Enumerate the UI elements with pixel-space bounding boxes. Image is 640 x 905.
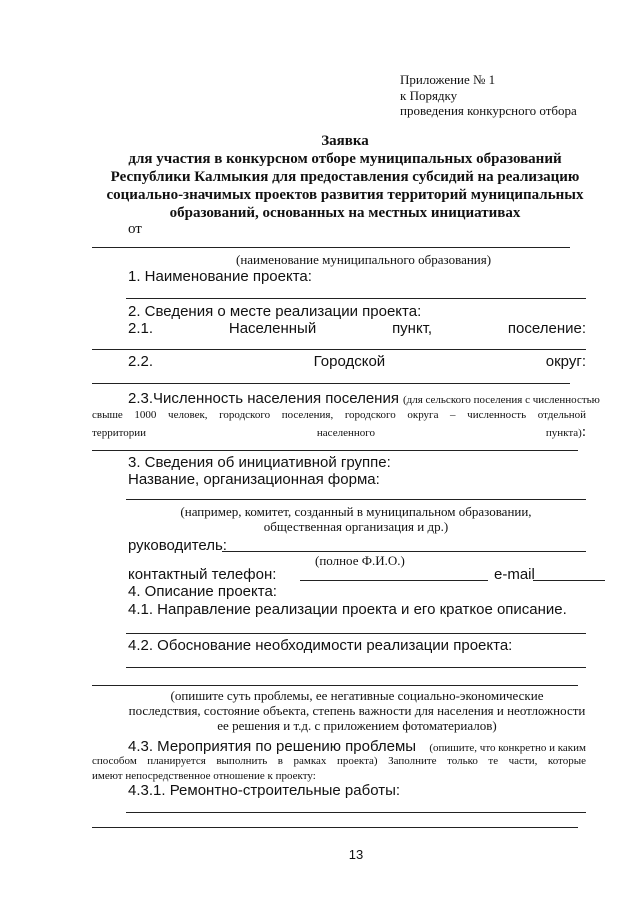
project-name-input-line[interactable] (126, 298, 586, 299)
email-label: e-mail (494, 566, 535, 583)
item-4-1-input-line[interactable] (126, 633, 586, 634)
project-name-label: 1. Наименование проекта: (128, 268, 312, 285)
organization-name-input-line[interactable] (126, 499, 586, 500)
item-2-1-word-1: Населенный (228, 320, 317, 337)
item-4-3-1-input-line-2[interactable] (92, 827, 578, 828)
form-subtitle-line-2: Республики Калмыкия для предоставления субсидий на реализацию (110, 169, 580, 185)
item-2-3-line-2: свыше 1000 человек, городского поселения, городского округа – численность отдельной (92, 409, 586, 421)
leader-label: руководитель: (128, 537, 227, 554)
city-district-input-line[interactable] (92, 383, 570, 384)
item-4-2-input-line-1[interactable] (126, 667, 586, 668)
municipality-hint: (наименование муниципального образования) (236, 252, 492, 267)
project-description-label: 4. Описание проекта: (128, 583, 277, 600)
appendix-line-3: проведения конкурсного отбора (400, 103, 577, 118)
item-4-2-hint-1: (опишите суть проблемы, ее негативные социально-экономические (170, 688, 544, 703)
item-4-3-line-2: способом планируется выполнить в рамках проекта) Заполните только те части, которые (92, 755, 586, 767)
item-2-2-row (128, 353, 586, 370)
phone-label: контактный телефон: (128, 566, 277, 583)
item-2-3-line-3: территории населенного пункта): (92, 424, 586, 440)
population-input-line[interactable] (92, 450, 578, 451)
phone-input-line[interactable] (300, 580, 488, 581)
item-4-3-1-label: 4.3.1. Ремонтно-строительные работы: (128, 782, 401, 799)
from-label: от (128, 221, 142, 237)
item-4-2-hint-3: ее решения и т.д. с приложением фотоматериалов) (217, 718, 497, 733)
organization-name-label: Название, организационная форма: (128, 471, 380, 488)
leader-hint: (полное Ф.И.О.) (315, 553, 405, 568)
item-2-1-word-3: поселение: (507, 320, 586, 337)
item-2-1-row (128, 320, 586, 337)
item-4-2-label: 4.2. Обоснование необходимости реализации проекта: (128, 637, 513, 654)
item-2-2-word-1: Городской (313, 353, 386, 370)
item-2-2-number: 2.2. (128, 353, 154, 370)
item-4-3-1-input-line-1[interactable] (126, 812, 586, 813)
form-subtitle-line-1: для участия в конкурсном отборе муниципальных образований (128, 151, 562, 167)
initiative-group-label: 3. Сведения об инициативной группе: (128, 454, 391, 471)
item-2-2-word-2: округ: (545, 353, 586, 370)
settlement-input-line[interactable] (92, 349, 586, 350)
item-4-2-input-line-2[interactable] (92, 685, 578, 686)
page-number: 13 (348, 847, 364, 862)
item-4-1-label: 4.1. Направление реализации проекта и его краткое описание. (128, 601, 567, 618)
municipality-input-line[interactable] (92, 247, 570, 248)
email-input-line[interactable] (533, 580, 605, 581)
appendix-line-1: Приложение № 1 (400, 72, 496, 87)
organization-hint-1: (например, комитет, созданный в муниципальном образовании, (180, 504, 532, 519)
form-subtitle-line-4: образований, основанных на местных инициативах (169, 205, 521, 221)
appendix-line-2: к Порядку (400, 88, 458, 103)
form-title: Заявка (321, 133, 369, 149)
item-2-3-line-1: 2.3.Численность населения поселения (для сельского поселения с численностью (128, 390, 600, 407)
item-2-1-word-2: пункт, (392, 320, 433, 337)
item-4-2-hint-2: последствия, состояние объекта, степень важности для населения и неотложности (128, 703, 586, 718)
leader-input-line[interactable] (222, 551, 586, 552)
item-4-3-line-3: имеют непосредственное отношение к проекту: (92, 770, 316, 782)
form-subtitle-line-3: социально-значимых проектов развития территорий муниципальных (106, 187, 584, 203)
location-label: 2. Сведения о месте реализации проекта: (128, 303, 422, 320)
item-2-1-number: 2.1. (128, 320, 154, 337)
organization-hint-2: общественная организация и др.) (263, 519, 449, 534)
item-4-3-line-1: 4.3. Мероприятия по решению проблемы (опишите, что конкретно и каким (128, 738, 586, 755)
